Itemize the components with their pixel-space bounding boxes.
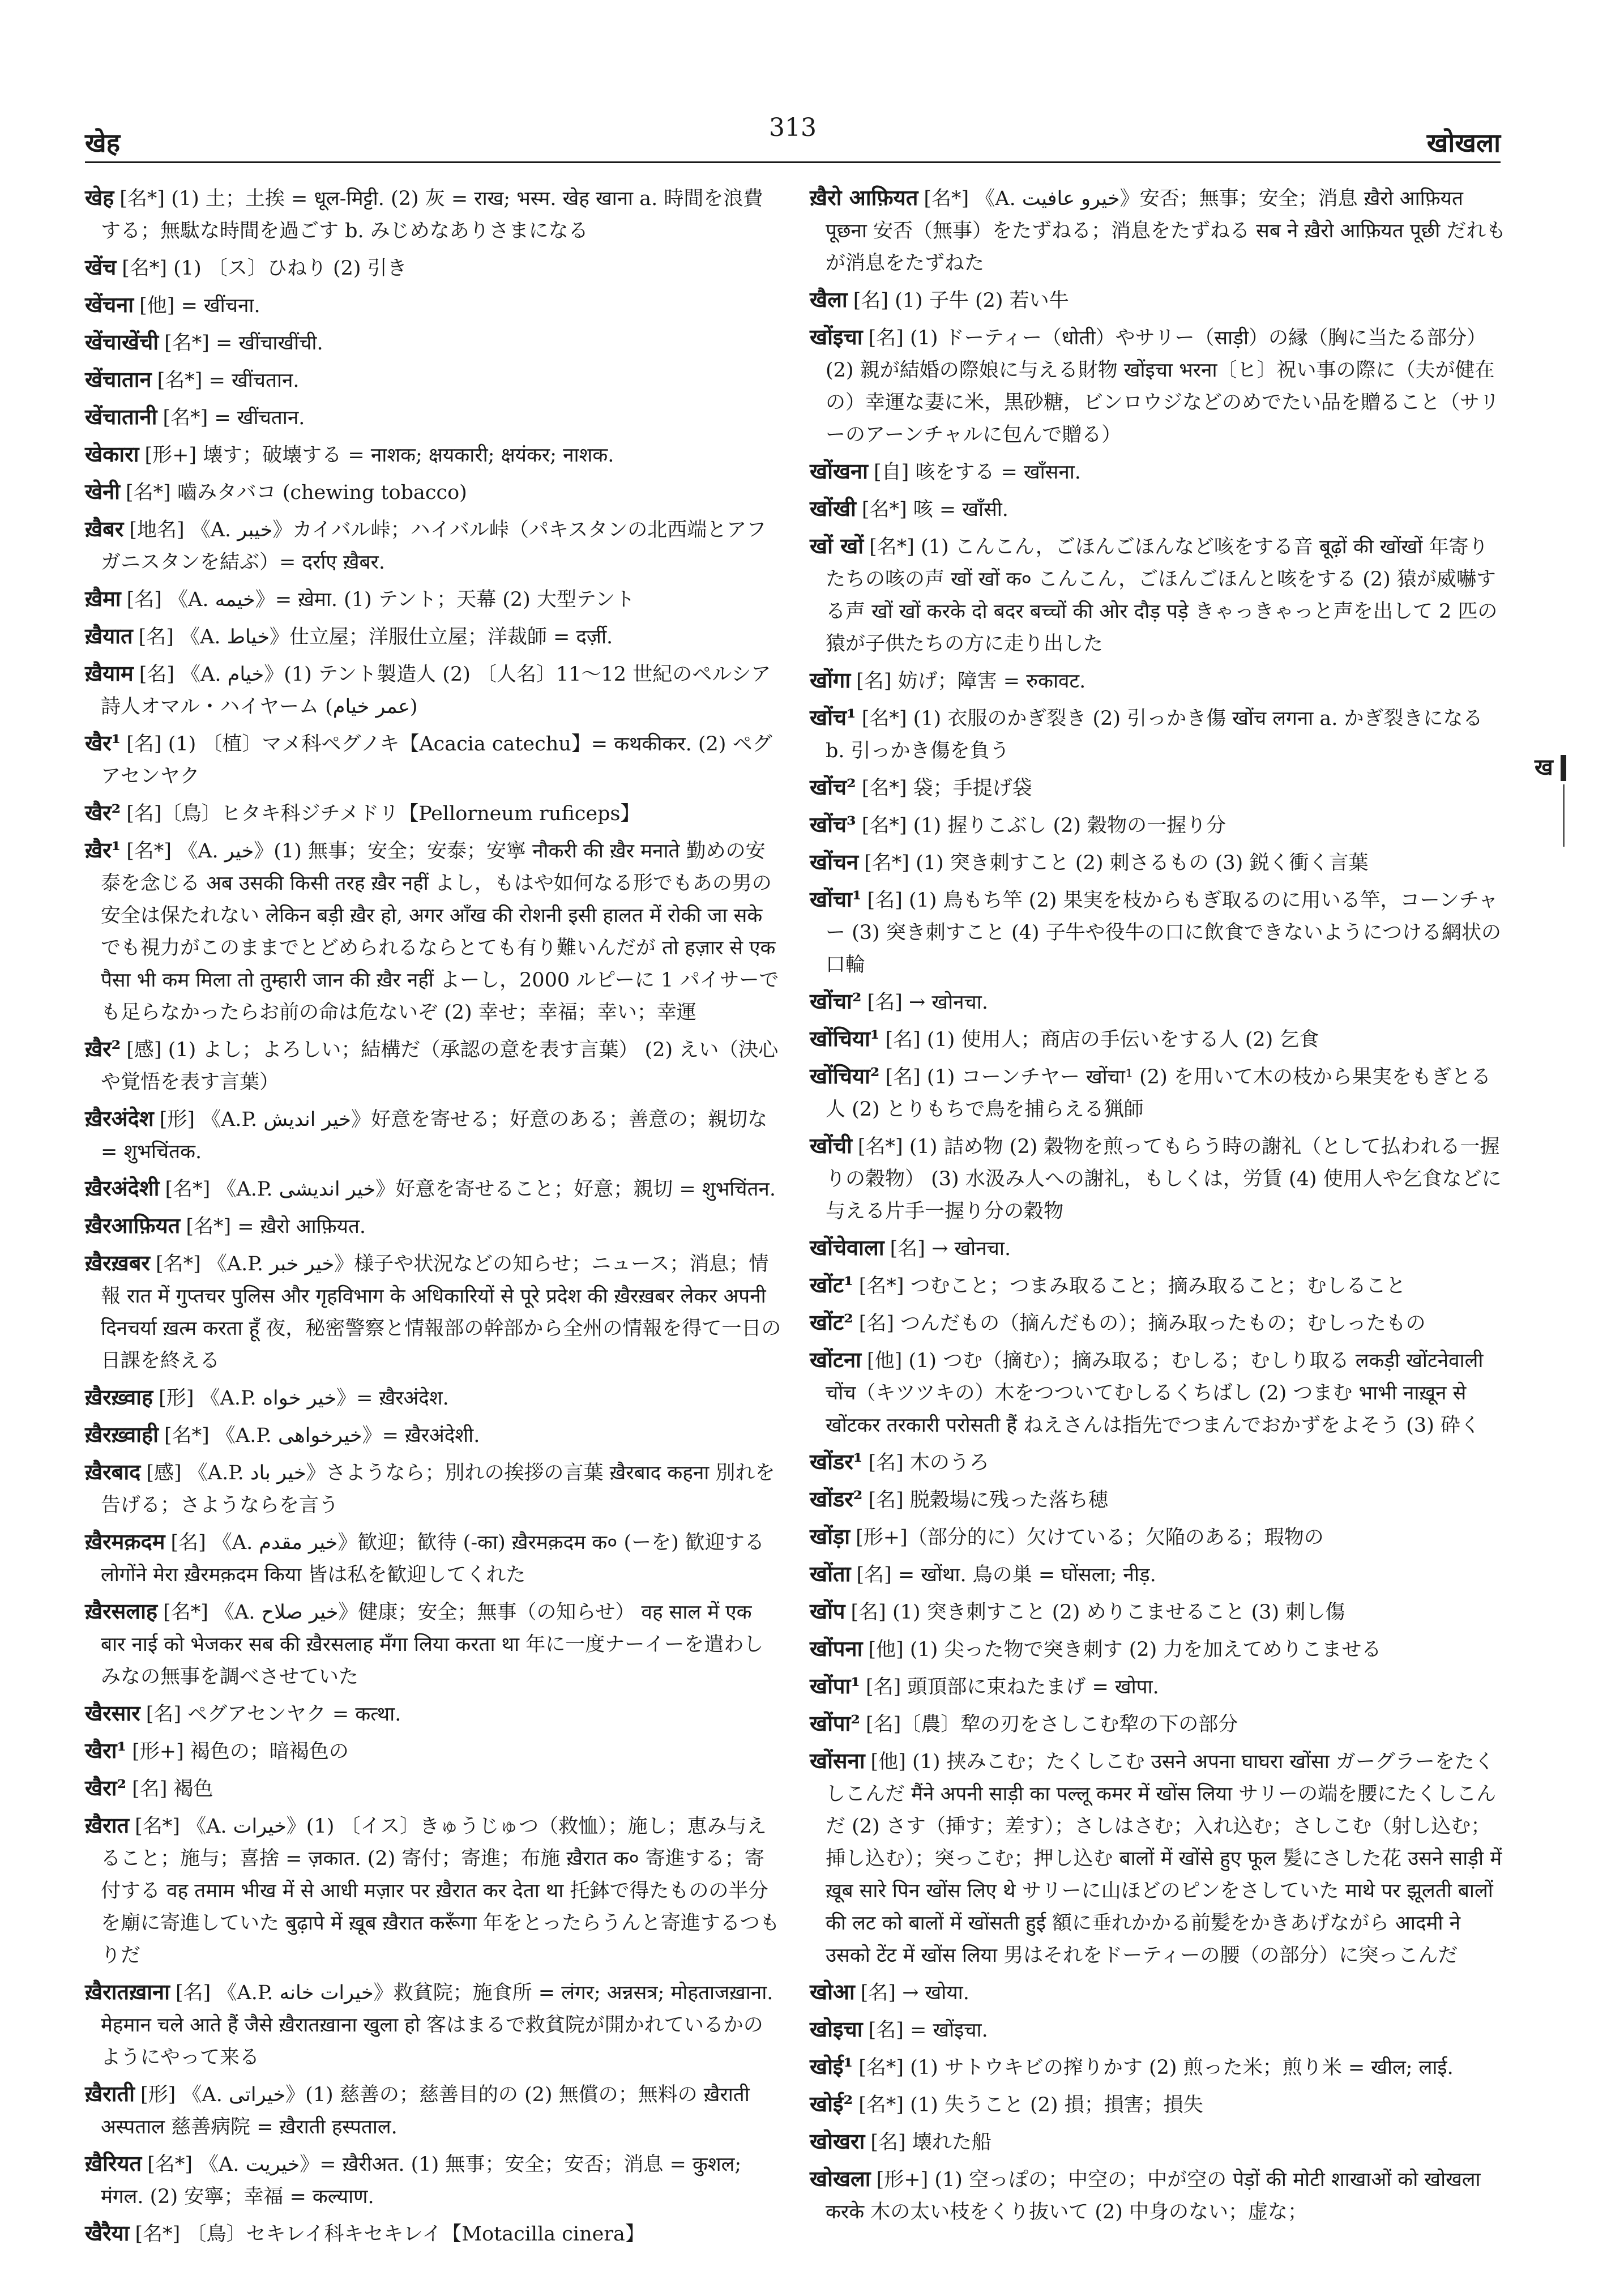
entry-definition: [感] (1) よし；よろしい；結構だ（承認の意を表す言葉） (2) えい（決心や覚悟を表す言葉） bbox=[101, 1039, 779, 1094]
entry-definition: [名*] (1) 突き刺すこと (2) 刺さるもの (3) 鋭く衝く言葉 bbox=[864, 852, 1369, 874]
dictionary-entry bbox=[810, 2162, 1506, 2229]
dictionary-entry bbox=[85, 1247, 781, 1377]
dictionary-entry bbox=[810, 1975, 1506, 2009]
entry-definition: [形+] 褐色の；暗褐色の bbox=[132, 1740, 349, 1763]
dictionary-entry bbox=[810, 2125, 1506, 2159]
dictionary-entry bbox=[810, 771, 1506, 805]
dictionary-entry bbox=[810, 455, 1506, 489]
dictionary-entry bbox=[85, 1595, 781, 1693]
entry-headword: खैला bbox=[810, 287, 848, 312]
entry-headword: खोंगा bbox=[810, 667, 851, 693]
dictionary-entry bbox=[85, 727, 781, 793]
entry-headword: खेंचातानी bbox=[85, 404, 157, 429]
dictionary-entry bbox=[85, 1809, 781, 1972]
entry-definition: [名] つんだもの（摘んだもの）；摘み取ったもの；むしったもの bbox=[858, 1312, 1426, 1335]
entry-definition: [他] (1) つむ（摘む）；摘み取る；むしる；むしり取る लकड़ी खोंटनेवाली चोंच（キツツキの）木をつついてむしるくちばし (2) つまむ भाभी नाख़ून से खोंटकर तरकारी परोसती हैं ねえさんは指先でつまんでおかずをよそう (3) 砕く bbox=[826, 1350, 1484, 1437]
entry-definition: [形] 《A. خیراتی》(1) 慈善の；慈善目的の (2) 無償の；無料の ख़ैराती अस्पताल 慈善病院 = ख़ैराती हस्पताल. bbox=[101, 2084, 750, 2139]
entry-headword: खोंची bbox=[810, 1133, 852, 1158]
entry-definition: [名*] (1) サトウキビの搾りかす (2) 煎った米；煎り米 = खील; लाई. bbox=[858, 2056, 1454, 2079]
entry-headword: ख़ैरख़्वाही bbox=[85, 1422, 159, 1447]
entry-definition: [名] (1) 子牛 (2) 若い牛 bbox=[853, 289, 1069, 312]
entry-headword: ख़ैरो आफ़ियत bbox=[810, 185, 918, 210]
entry-definition: [名*] (1) 土；土挨 = धूल-मिट्टी. (2) 灰 = राख; भस्म. खेह खाना a. 時間を浪費する；無駄な時間を過ごす b. みじめなありさまになる bbox=[101, 187, 763, 242]
entry-headword: खैरा¹ bbox=[85, 1738, 127, 1763]
entry-headword: खोंप bbox=[810, 1598, 845, 1624]
entry-headword: खोंड़ा bbox=[810, 1523, 851, 1549]
entry-headword: खेंचाखेंची bbox=[85, 329, 159, 355]
entry-headword: ख़ैरातख़ाना bbox=[85, 1979, 170, 2004]
dictionary-entry bbox=[85, 1772, 781, 1806]
entry-definition: [名*] 《A.P. خیرخواهی》= ख़ैरअंदेशी. bbox=[164, 1424, 480, 1447]
entry-definition: [他] = खींचना. bbox=[139, 294, 260, 317]
entry-headword: ख़ैरमक़दम bbox=[85, 1529, 165, 1554]
entry-definition: [形+] (1) 空っぽの；中空の；中が空の पेड़ों की मोटी शाखाओं को खोखला करके 木の太い枝をくり抜いて (2) 中身のない；虚な； bbox=[826, 2169, 1481, 2223]
entry-definition: [名] 妨げ；障害 = रुकावट. bbox=[856, 670, 1086, 693]
entry-definition: [名] 褐色 bbox=[132, 1778, 213, 1800]
entry-definition: [名] 壊れた船 bbox=[870, 2131, 992, 2154]
dictionary-entry bbox=[810, 1445, 1506, 1479]
entry-headword: ख़ैरख़बर bbox=[85, 1250, 150, 1275]
dictionary-entry bbox=[810, 321, 1506, 451]
entry-headword: खोंपना bbox=[810, 1636, 863, 1661]
entry-definition: [名*] つむこと；つまみ取ること；摘み取ること；むしること bbox=[858, 1275, 1406, 1297]
dictionary-entry bbox=[85, 834, 781, 1029]
left-guide-word: खेह bbox=[85, 127, 121, 158]
entry-headword: ख़ैरबाद bbox=[85, 1459, 141, 1484]
dictionary-entry bbox=[85, 1102, 781, 1168]
entry-definition: [名*] 《A. خیرو عافیت》安否；無事；安全；消息 ख़ैरो आफ़ियत पूछना 安否（無事）をたずねる；消息をたずねる सब ने ख़ैरो आफ़ियत पूछी だれもが消息をたずねた bbox=[826, 187, 1506, 275]
entry-definition: [名] (1) コーンチヤー खोंचा¹ (2) を用いて木の枝から果実をもぎとる人 (2) とりもちで鳥を捕らえる猟師 bbox=[826, 1066, 1491, 1121]
entry-definition: [名*] 《A. خیریت》= ख़ैरीअत. (1) 無事；安全；安否；消息 = कुशल; मंगल. (2) 安寧；幸福 = कल्याण. bbox=[101, 2153, 742, 2208]
entry-headword: खोई² bbox=[810, 2091, 853, 2116]
entry-headword: ख़ैरसलाह bbox=[85, 1598, 158, 1624]
dictionary-entry bbox=[85, 1697, 781, 1731]
dictionary-entry bbox=[810, 1670, 1506, 1704]
entry-definition: [名] 《A. خیمه》= ख़ेमा. (1) テント；天幕 (2) 大型テント bbox=[126, 588, 635, 611]
dictionary-entry bbox=[85, 1381, 781, 1415]
entry-definition: [名] → खोया. bbox=[860, 1982, 969, 2004]
entry-definition: [名*] (1) 失うこと (2) 損；損害；損失 bbox=[858, 2094, 1203, 2116]
entry-definition: [名] = खोंथा. 鳥の巣 = घोंसला; नीड़. bbox=[856, 1564, 1156, 1586]
entry-headword: खोंखना bbox=[810, 458, 868, 484]
dictionary-entry bbox=[810, 1483, 1506, 1517]
entry-headword: खेह bbox=[85, 185, 114, 210]
dictionary-entry bbox=[810, 181, 1506, 280]
left-column bbox=[85, 181, 781, 2254]
entry-headword: खेंचातान bbox=[85, 366, 152, 392]
entry-headword: खोखला bbox=[810, 2166, 871, 2191]
right-column bbox=[810, 181, 1506, 2232]
entry-headword: खोंता bbox=[810, 1561, 851, 1586]
entry-definition: [形] 《A.P. خیر اندیش》好意を寄せる；好意のある；善意の；親切な = शुभचिंतक. bbox=[101, 1108, 768, 1163]
entry-definition: [名] (1) 鳥もち竿 (2) 果実を枝からもぎ取るのに用いる竿，コーンチャー (3) 突き刺すこと (4) 子牛や役牛の口に飲食できないようにつける網状の口輪 bbox=[826, 889, 1501, 976]
dictionary-entry bbox=[810, 1707, 1506, 1741]
entry-headword: ख़ैरअंदेश bbox=[85, 1106, 154, 1131]
dictionary-entry bbox=[85, 796, 781, 830]
entry-definition: [名*] = खींचतान. bbox=[157, 369, 300, 392]
entry-definition: [他] (1) 挟みこむ；たくしこむ उसने अपना घाघरा खोंसा ガーグラーをたくしこんだ मैंने अपनी साड़ी का पल्लू कमर में खोंस लिया サリーの端を腰にたくしこんだ (2) さす（挿す；差す）；さしはさむ；入れ込む；さしこむ（射し込む；挿し込む）；突っこむ；押し込む बालों में खोंसे हुए फूल 髪にさした花 उसने साड़ी में ख़ूब सारे पिन खोंस लिए थे サリーに山ほどのピンをさしていた माथे पर झूलती बालों की लट को बालों में खोंसती हुई 額に垂れかかる前髪をかきあげながら आदमी ने उसको टेंट में खोंस लिया 男はそれをドーティーの腰（の部分）に突っこんだ bbox=[826, 1751, 1502, 1967]
dictionary-entry bbox=[85, 1209, 781, 1243]
dictionary-entry bbox=[810, 1632, 1506, 1666]
dictionary-entry bbox=[85, 181, 781, 247]
entry-headword: खोंपा¹ bbox=[810, 1673, 860, 1698]
entry-headword: खोंचिया² bbox=[810, 1063, 880, 1089]
dictionary-entry bbox=[85, 2077, 781, 2144]
entry-definition: [名*] 嚙みタバコ (chewing tobacco) bbox=[126, 481, 467, 504]
entry-definition: [他] (1) 尖った物で突き刺す (2) 力を加えてめりこませる bbox=[868, 1638, 1382, 1661]
dictionary-entry bbox=[85, 1172, 781, 1206]
entry-headword: खोंचिया¹ bbox=[810, 1026, 880, 1051]
dictionary-entry bbox=[85, 1975, 781, 2074]
page-number: 313 bbox=[769, 113, 817, 142]
dictionary-entry bbox=[810, 1022, 1506, 1056]
entry-headword: ख़ैरात bbox=[85, 1812, 130, 1838]
dictionary-entry bbox=[810, 530, 1506, 660]
entry-headword: खेंच bbox=[85, 254, 117, 280]
dictionary-entry bbox=[85, 1734, 781, 1768]
entry-definition: [名*] (1) 握りこぶし (2) 穀物の一握り分 bbox=[861, 814, 1226, 837]
entry-definition: [名*] 《A.P. خیر اندیشی》好意を寄せること；好意；親切 = शुभचिंतन. bbox=[165, 1178, 776, 1201]
entry-definition: [名] 頭頂部に束ねたまげ = खोपा. bbox=[866, 1676, 1159, 1698]
thumb-index-tab[interactable] bbox=[1535, 750, 1569, 852]
dictionary-entry bbox=[85, 582, 781, 616]
dictionary-entry bbox=[810, 985, 1506, 1019]
dictionary-entry bbox=[85, 513, 781, 579]
entry-definition: [名] → खोनचा. bbox=[890, 1237, 1011, 1260]
entry-headword: खोंट² bbox=[810, 1309, 853, 1335]
entry-headword: खोखरा bbox=[810, 2128, 865, 2154]
entry-definition: [名*] (1) 〔ス〕ひねり (2) 引き bbox=[122, 257, 407, 280]
dictionary-entry bbox=[810, 1269, 1506, 1303]
entry-headword: खोंट¹ bbox=[810, 1272, 853, 1297]
entry-headword: खैरसार bbox=[85, 1700, 140, 1726]
entry-definition: [名*] 袋；手提げ袋 bbox=[861, 777, 1032, 800]
dictionary-entry bbox=[810, 1129, 1506, 1228]
entry-headword: खोंटना bbox=[810, 1347, 862, 1372]
entry-headword: खोंच² bbox=[810, 774, 856, 800]
entry-headword: ख़ैराती bbox=[85, 2081, 135, 2106]
entry-headword: ख़ैयाम bbox=[85, 660, 134, 686]
entry-definition: [名*] 〔鳥〕セキレイ科キセキレイ【Motacilla cinera】 bbox=[135, 2223, 645, 2246]
dictionary-entry bbox=[810, 1595, 1506, 1629]
entry-headword: खोंडर² bbox=[810, 1486, 863, 1512]
entry-definition: [名]〔鳥〕ヒタキ科ジチメドリ【Pellorneum ruficeps】 bbox=[126, 803, 640, 825]
entry-definition: [名*] (1) 詰め物 (2) 穀物を煎ってもらう時の謝礼（として払われる一握りの穀物） (3) 水汲み人への謝礼，もしくは，労賃 (4) 使用人や乞食などに与える片手一握り分の穀物 bbox=[826, 1136, 1502, 1223]
dictionary-entry bbox=[85, 251, 781, 285]
dictionary-entry bbox=[810, 1557, 1506, 1591]
dictionary-entry bbox=[85, 326, 781, 360]
dictionary-entry bbox=[85, 2217, 781, 2251]
thumb-index-letter: ख bbox=[1535, 754, 1553, 780]
entry-definition: [名*] 《A. خیرات》(1) 〔イス〕きゅうじゅつ（救恤）；施し；恵み与えること；施与；喜捨 = ज़कात. (2) 寄付；寄進；布施 ख़ैरात क० 寄進する；寄付する वह तमाम भीख में से आधी मज़ार पर ख़ैरात कर देता था 托鉢で得たものの半分を廟に寄進していた बुढ़ापे में ख़ूब ख़ैरात करूँगा 年をとったらうんと寄進するつもりだ bbox=[101, 1815, 780, 1967]
entry-definition: [名] 《A. خیر مقدم》歓迎；歓待 (-का) ख़ैरमक़दम क० (ーを) 歓迎する लोगोंने मेरा ख़ैरमक़दम किया 皆は私を歓迎してくれた bbox=[101, 1531, 764, 1586]
dictionary-entry bbox=[85, 475, 781, 509]
dictionary-entry bbox=[810, 1306, 1506, 1340]
dictionary-entry bbox=[85, 1456, 781, 1522]
entry-definition: [名] 《A.P. خیرات خانه》救貧院；施食所 = लंगर; अन्नसत्र; मोहताजख़ाना. मेहमान चले आते हैं जैसे ख़ैरातख़ाना खुला हो 客はまるで救貧院が開かれているかのようにやって来る bbox=[101, 1982, 773, 2069]
dictionary-entry bbox=[85, 288, 781, 322]
entry-definition: [名]〔農〕犂の刃をさしこむ犂の下の部分 bbox=[866, 1713, 1238, 1736]
entry-headword: खैर² bbox=[85, 800, 121, 825]
dictionary-entry bbox=[810, 283, 1506, 317]
entry-headword: खोंचेवाला bbox=[810, 1235, 884, 1260]
dictionary-entry bbox=[85, 363, 781, 397]
dictionary-entry bbox=[810, 1744, 1506, 1972]
entry-headword: खैरा² bbox=[85, 1775, 127, 1800]
entry-headword: खोंसना bbox=[810, 1748, 865, 1773]
entry-headword: खोंचन bbox=[810, 849, 859, 874]
dictionary-entry bbox=[85, 1032, 781, 1099]
dictionary-entry bbox=[85, 400, 781, 434]
dictionary-entry bbox=[810, 808, 1506, 842]
entry-definition: [名] (1) 〔植〕マメ科ペグノキ【Acacia catechu】= कथकीकर. (2) ペグアセンヤク bbox=[101, 733, 772, 788]
dictionary-entry bbox=[85, 1525, 781, 1591]
entry-definition: [名] 《A. خیام》(1) テント製造人 (2) 〔人名〕11〜12 世紀のペルシア詩人オマル・ハイヤーム (عمر خیام) bbox=[101, 663, 771, 718]
dictionary-entry bbox=[85, 620, 781, 654]
entry-definition: [形+]（部分的に）欠けている；欠陥のある；瑕物の bbox=[856, 1526, 1324, 1549]
entry-headword: खोंच³ bbox=[810, 812, 856, 837]
right-guide-word: खोखला bbox=[1426, 127, 1501, 158]
entry-definition: [名*] 《A. خیر صلاح》健康；安全；無事（の知らせ） वह साल में एक बार नाई को भेजकर सब की ख़ैरसलाह मँगा लिया करता था 年に一度ナーイーを遣わしみなの無事を調べさせていた bbox=[101, 1601, 764, 1688]
dictionary-entry bbox=[85, 2147, 781, 2213]
entry-definition: [形] 《A.P. خیر خواه》= ख़ैरअंदेश. bbox=[159, 1387, 449, 1410]
dictionary-entry bbox=[810, 1343, 1506, 1442]
entry-headword: खोंचा¹ bbox=[810, 886, 862, 912]
entry-headword: खोंच¹ bbox=[810, 705, 856, 730]
entry-definition: [名*] 《A.P. خیر خبر》様子や状況などの知らせ；ニュース；消息；情報 रात में गुप्तचर पुलिस और गृहविभाग के अधिकारियों से पूरे प्रदेश की ख़ैरख़बर लेकर अपनी दिनचर्या ख़त्म करता हूँ 夜，秘密警察と情報部の幹部から全州の情報を得て一日の日課を終える bbox=[101, 1253, 781, 1372]
dictionary-entry bbox=[810, 701, 1506, 767]
entry-headword: खैरैया bbox=[85, 2220, 130, 2246]
dictionary-entry bbox=[810, 664, 1506, 698]
entry-headword: खेकारा bbox=[85, 441, 139, 467]
entry-definition: [名] (1) ドーティー（धोती）やサリー（साड़ी）の縁（胸に当たる部分） (2) 親が結婚の際娘に与える財物 खोंइचा भरना〔ヒ〕祝い事の際に（夫が健在の）幸運な妻に米，黒砂糖，ビンロウジなどのめでたい品を贈ること（サリーのアーンチャルに包んで贈る） bbox=[826, 327, 1500, 446]
entry-definition: [名] → खोनचा. bbox=[867, 991, 988, 1014]
entry-definition: [名] ペグアセンヤク = कत्था. bbox=[146, 1703, 401, 1726]
dictionary-entry bbox=[810, 846, 1506, 880]
entry-headword: ख़ैर¹ bbox=[85, 837, 121, 863]
dictionary-entry bbox=[810, 883, 1506, 981]
entry-definition: [名*] = ख़ैरो आफ़ियत. bbox=[186, 1215, 366, 1238]
entry-definition: [名*] = खींचतान. bbox=[163, 407, 305, 429]
entry-definition: [形+] 壊す；破壊する = नाशक; क्षयकारी; क्षयंकर; नाशक. bbox=[144, 444, 614, 467]
entry-headword: खोंखी bbox=[810, 496, 856, 521]
header-rule bbox=[85, 161, 1501, 163]
entry-headword: खोइचा bbox=[810, 2016, 863, 2042]
dictionary-entry bbox=[810, 2013, 1506, 2047]
dictionary-entry bbox=[810, 1520, 1506, 1554]
entry-definition: [名] (1) 使用人；商店の手伝いをする人 (2) 乞食 bbox=[885, 1028, 1319, 1051]
entry-definition: [名*] (1) 衣服のかぎ裂き (2) 引っかき傷 खोंच लगना a. かぎ裂きになる b. 引っかき傷を負う bbox=[826, 707, 1483, 762]
dictionary-entry bbox=[85, 438, 781, 472]
entry-headword: खेनी bbox=[85, 479, 121, 504]
entry-definition: [地名] 《A. خیبر》カイバル峠；ハイバル峠（パキスタンの北西端とアフガニスタンを結ぶ）= दर्राए ख़ैबर. bbox=[101, 519, 767, 574]
entry-headword: खोंइचा bbox=[810, 324, 863, 349]
entry-definition: [自] 咳をする = खाँसना. bbox=[873, 461, 1081, 484]
entry-headword: ख़ैयात bbox=[85, 623, 133, 648]
dictionary-entry bbox=[810, 1231, 1506, 1265]
entry-definition: [名*] = खींचाखींची. bbox=[164, 332, 323, 355]
entry-headword: ख़ैरख़्वाह bbox=[85, 1384, 153, 1410]
entry-headword: खोंडर¹ bbox=[810, 1449, 863, 1474]
entry-headword: खोई¹ bbox=[810, 2054, 853, 2079]
dictionary-entry bbox=[85, 1418, 781, 1452]
dictionary-entry bbox=[810, 1060, 1506, 1126]
entry-headword: ख़ैरअंदेशी bbox=[85, 1175, 160, 1201]
entry-headword: खोंचा² bbox=[810, 988, 862, 1014]
thumb-index-marker bbox=[1561, 755, 1566, 781]
entry-headword: खैर¹ bbox=[85, 730, 121, 756]
page-header bbox=[85, 113, 1501, 164]
entry-headword: खों खों bbox=[810, 533, 864, 558]
entry-headword: खोआ bbox=[810, 1979, 855, 2004]
entry-headword: ख़ैरआफ़ियत bbox=[85, 1213, 181, 1238]
entry-headword: ख़ैरियत bbox=[85, 2150, 142, 2176]
entry-headword: ख़ैबर bbox=[85, 516, 124, 541]
dictionary-entry bbox=[85, 657, 781, 723]
entry-definition: [名*] (1) こんこん，ごほんごほんなど咳をする音 बूढ़ों की खोंखों 年寄りたちの咳の声 खों खों क० こんこん，ごほんごほんと咳をする (2) 猿が威嚇する声 खों खों करके दो बदर बच्चों की ओर दौड़ पड़े きゃっきゃっと声を出して 2 匹の猿が子供たちの方に走り出した bbox=[826, 536, 1498, 655]
entry-definition: [名] 《A. خیاط》仕立屋；洋服仕立屋；洋裁師 = दर्ज़ी. bbox=[138, 626, 613, 648]
dictionary-entry bbox=[810, 492, 1506, 526]
entry-definition: [名*] 咳 = खाँसी. bbox=[861, 498, 1008, 521]
entry-definition: [名] (1) 突き刺すこと (2) めりこませること (3) 刺し傷 bbox=[851, 1601, 1345, 1624]
entry-definition: [名] = खोंइचा. bbox=[868, 2019, 988, 2042]
entry-headword: ख़ैर² bbox=[85, 1036, 121, 1061]
entry-definition: [名] 脱穀場に残った落ち穂 bbox=[868, 1489, 1108, 1512]
entry-definition: [感] 《A.P. خیر باد》さようなら；別れの挨拶の言葉 ख़ैरबाद कहना 別れを告げる；さようならを言う bbox=[101, 1462, 775, 1517]
entry-headword: खोंपा² bbox=[810, 1710, 860, 1736]
entry-headword: ख़ैमा bbox=[85, 586, 121, 611]
dictionary-entry bbox=[810, 2050, 1506, 2084]
dictionary-entry bbox=[810, 2088, 1506, 2122]
entry-headword: खेंचना bbox=[85, 292, 134, 317]
thumb-index-line bbox=[1563, 784, 1565, 847]
entry-definition: [名] 木のうろ bbox=[868, 1452, 989, 1474]
entry-definition: [名*] 《A. خیر》(1) 無事；安全；安泰；安寧 नौकरी की ख़ैर मनाते 勤めの安泰を念じる अब उसकी किसी तरह ख़ैर नहीं よし，もはや如何なる形でもあの男の安全は保たれない लेकिन बड़ी ख़ैर हो, अगर आँख की रोशनी इसी हालत में रोकी जा सके でも視力がこのままでとどめられるならとても有り難いんだが तो हज़ार से एक पैसा भी कम मिला तो तुम्हारी जान की ख़ैर नहीं よーし，2000 ルピーに 1 パイサーでも足らなかったらお前の命は危ないぞ (2) 幸せ；幸福；幸い；幸運 bbox=[101, 840, 779, 1024]
